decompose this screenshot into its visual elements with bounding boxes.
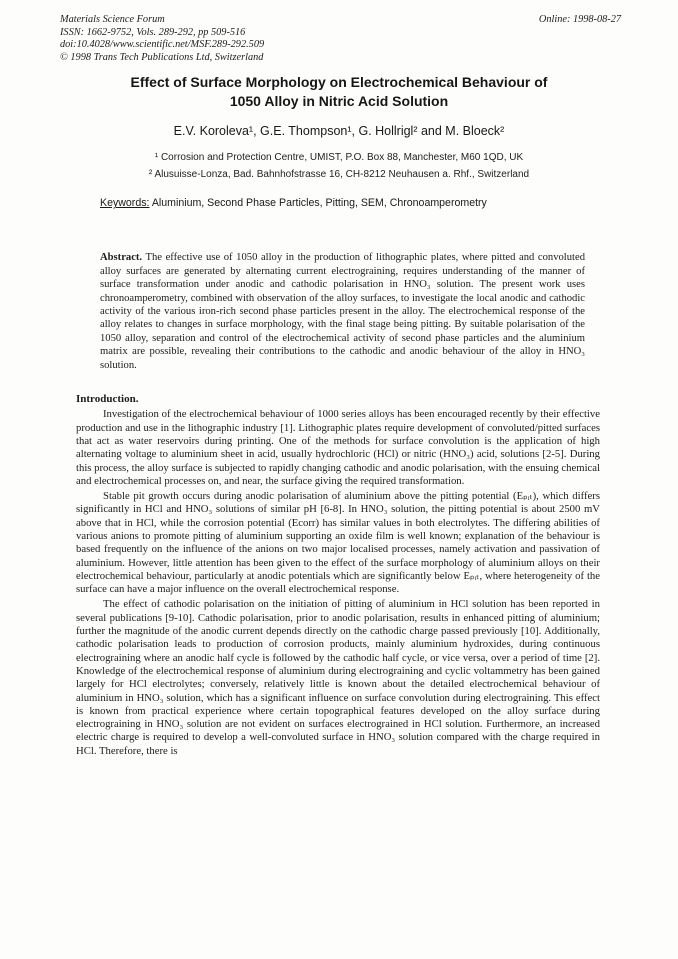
abstract-text: The effective use of 1050 alloy in the production of lithographic plates, where pitted and convoluted alloy surfaces are generated by alternating current electrograining, requires understanding of the manner of surface transformation under anodic and cathodic polarisation in HNO₃ solution. The present work uses chronoamperometry, combined with observation of the alloy surfaces, to investigate the local anodic and cathodic activity of the various iron-rich second phase particles present in the alloy. The electrochemical response of the alloy relates to changes in surface morphology, with the final stage being pitting. By suitable polarisation of the 1050 alloy, separation and control of the electrochemical activity of second phase particles and the aluminium matrix are possible, revealing their contributions to the cathodic and anodic behaviour of the alloy in HNO₃ solution.	[100, 252, 585, 371]
journal-title: Materials Science Forum	[60, 14, 165, 25]
abstract-label: Abstract.	[100, 252, 143, 264]
intro-paragraph-1: Investigation of the electrochemical behaviour of 1000 series alloys has been encouraged recently by their effective production and use in the lithographic industry [1]. Lithographic plates require development of convoluted/pitted surfaces that act as water reservoirs during printing. One of the methods for surface convolution is the application of high alternating voltage to aluminium sheet in acid, usually hydrochloric (HCl) or nitric (HNO₃) acid, solutions [2-5]. During this process, the alloy surface is subjected to rapidly changing cathodic and anodic polarisation, with the ensuing chemical and electrochemical processes on, and near, the surface giving the required transformation.	[76, 408, 600, 487]
journal-copyright: © 1998 Trans Tech Publications Ltd, Switzerland	[60, 51, 264, 63]
affiliation-1: ¹ Corrosion and Protection Centre, UMIST, P.O. Box 88, Manchester, M60 1QD, UK	[154, 152, 524, 164]
online-date: Online: 1998-08-27	[538, 14, 621, 25]
keywords-line	[100, 197, 618, 209]
abstract-paragraph	[100, 251, 585, 372]
keywords-label: Keywords:	[100, 197, 150, 210]
paper-title-line-1: Effect of Surface Morphology on Electrochemical Behaviour of	[130, 74, 548, 91]
affiliation-2: ² Alusuisse-Lonza, Bad. Bahnhofstrasse 16, CH-8212 Neuhausen a. Rhf., Switzerland	[148, 169, 530, 181]
intro-paragraph-3: The effect of cathodic polarisation on the initiation of pitting of aluminium in HCl solution has been reported in several publications [9-10]. Cathodic polarisation, prior to anodic polarisation, results in enhanced pitting of aluminium; further the magnitude of the anodic current depends directly on the cathodic charge passed previously [10]. Additionally, cathodic polarisation leads to production of corrosion products, mainly aluminium hydroxides, during continuous electrograining where an anodic half cycle is followed by the cathodic half cycle, or vice versa, over a period of time [2]. Knowledge of the electrochemical response of aluminium during electrograining and cyclic voltammetry has been gained largely for HCl electrolytes; conversely, relatively little is known about the detailed electrochemical behaviour of aluminium in HNO₃ solution, which has a significant influence on surface convolution during electrograining. This effect is known from practical experience where certain topographical features developed on the alloy surface during electrograining in HNO₃ solution are not evident on surfaces electrograined in HCl solution. Furthermore, an increased electric charge is required to develop a well-convoluted surface in HNO₃ solution compared with the charge required in HCl. Therefore, there is	[76, 598, 600, 757]
keywords-text: Aluminium, Second Phase Particles, Pitting, SEM, Chronoamperometry	[151, 197, 487, 210]
authors-line: E.V. Koroleva¹, G.E. Thompson¹, G. Hollrigl² and M. Bloeck²	[173, 124, 505, 139]
journal-header	[0, 0, 678, 64]
journal-issn: ISSN: 1662-9752, Vols. 289-292, pp 509-516	[60, 26, 246, 38]
paper-title	[0, 73, 678, 111]
journal-doi: doi:10.4028/www.scientific.net/MSF.289-292.509	[60, 39, 265, 51]
paper-title-line-2: 1050 Alloy in Nitric Acid Solution	[229, 93, 449, 110]
intro-paragraph-2: Stable pit growth occurs during anodic polarisation of aluminium above the pitting potential (Eₚᵢₜ), which differs significantly in HCl and HNO₃ solutions of similar pH [6-8]. In HNO₃ solution, the pitting potential is about 2500 mV above that in HCl, while the corrosion potential (Ecorr) has similar values in both electrolytes. The differing abilities of various anions to promote pitting of aluminium supporting an oxide film is well known; explanation of the behaviour is based frequently on the influence of the anions on two major localised processes, namely activation and passivation of aluminium. However, little attention has been given to the effect of the surface morphology of aluminium alloys on their electrochemical behaviour, particularly at anodic potentials which are significantly below Eₚᵢₜ, where heterogeneity of the surface can have a major influence on the overall electrochemical response.	[76, 490, 600, 596]
introduction-heading: Introduction.	[76, 393, 139, 406]
journal-meta	[60, 14, 264, 64]
